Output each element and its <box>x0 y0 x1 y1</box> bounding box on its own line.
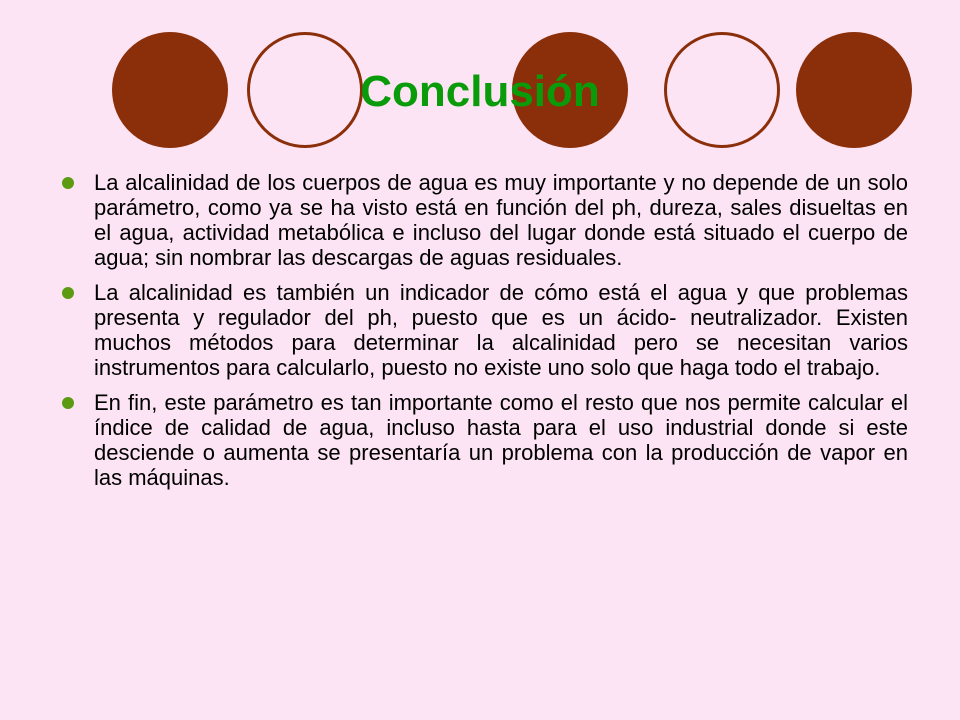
bullet-text: La alcalinidad es también un indicador de cómo está el agua y que problemas presenta y regulador del ph, puesto que es un ácido- neutralizador. Existen muchos métodos para determinar la alcalinidad pero se necesitan varios instrumentos para calcularlo, puesto no existe uno solo que haga todo el trabajo. <box>94 280 908 380</box>
slide-title: Conclusión <box>360 67 600 116</box>
bullet-text: En fin, este parámetro es tan importante como el resto que nos permite calcular el índice de calidad de agua, incluso hasta para el uso industrial donde si este desciende o aumenta se presentaría un problema con la producción de vapor en las máquinas. <box>94 390 908 490</box>
bullet-item <box>60 280 908 380</box>
bullet-text: La alcalinidad de los cuerpos de agua es muy importante y no depende de un solo parámetro, como ya se ha visto está en función del ph, dureza, sales disueltas en el agua, actividad metabólica e incluso del lugar donde está situado el cuerpo de agua; sin nombrar las descargas de aguas residuales. <box>94 170 908 270</box>
bullet-item <box>60 170 908 270</box>
bullet-item <box>60 390 908 490</box>
bullet-dot-icon <box>62 397 74 409</box>
bullet-dot-icon <box>62 287 74 299</box>
bullet-dot-icon <box>62 177 74 189</box>
bullet-list <box>60 170 908 500</box>
